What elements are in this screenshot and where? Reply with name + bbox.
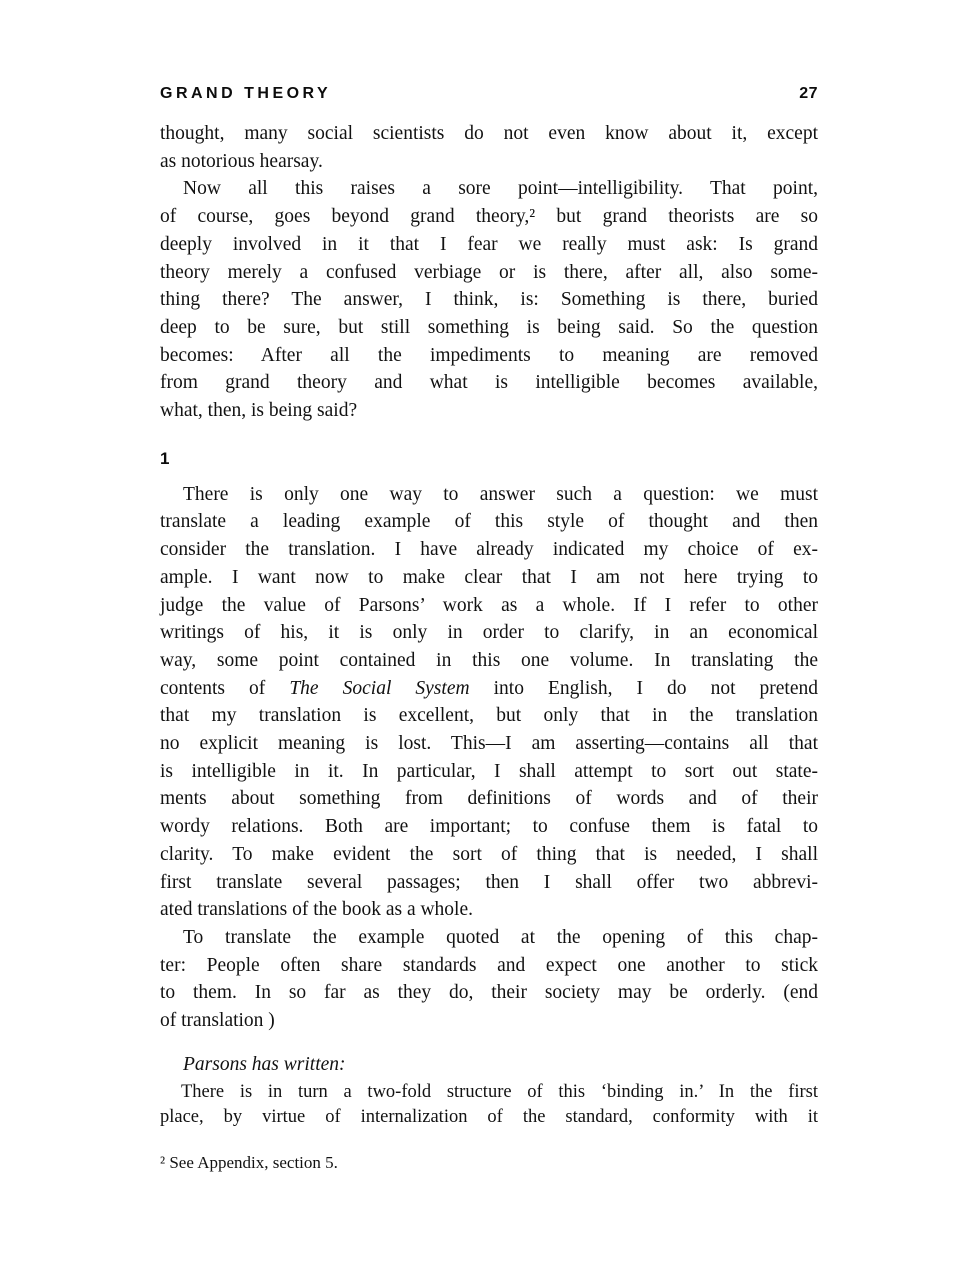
quote-line: place, by virtue of internalization of the standard, conformity with it — [160, 1107, 818, 1128]
paragraph-translation — [160, 481, 818, 924]
body-line: ated translations of the book as a whole. — [160, 899, 473, 921]
body-line: deeply involved in it that I fear we really must ask: Is grand — [160, 233, 818, 255]
body-line: thing there? The answer, I think, is: Something is there, buried — [160, 289, 818, 311]
body-line: from grand theory and what is intelligible becomes available, — [160, 372, 818, 394]
body-line: ments about something from definitions of words and of their — [160, 788, 818, 810]
body-line: thought, many social scientists do not even know about it, except — [160, 123, 818, 144]
line-segment: into English, I do not pretend — [469, 677, 819, 699]
body-line: no explicit meaning is lost. This—I am asserting—contains all that — [160, 733, 818, 755]
body-line: first translate several passages; then I shall offer two abbrevi- — [160, 871, 818, 893]
footnote: ² See Appendix, section 5. — [160, 1152, 338, 1172]
text-block — [160, 85, 818, 1174]
body-line: deep to be sure, but still something is being said. So the question — [160, 316, 818, 338]
page-number: 27 — [799, 85, 818, 102]
paragraph-intelligibility — [160, 175, 818, 424]
body-line: Now all this raises a sore point—intelligibility. That point, — [183, 178, 818, 200]
running-header — [160, 85, 818, 104]
quote-intro-italic: Parsons has written: — [183, 1053, 346, 1075]
body-line: To translate the example quoted at the opening of this chap- — [183, 926, 818, 948]
paragraph-continuation — [160, 120, 818, 175]
body-line: as notorious hearsay. — [160, 150, 323, 172]
body-line: becomes: After all the impediments to meaning are removed — [160, 344, 818, 366]
body-line: There is only one way to answer such a question: we must — [183, 483, 818, 505]
body-line: clarity. To make evident the sort of thing that is needed, I shall — [160, 843, 818, 865]
body-line-with-book-title — [160, 675, 818, 703]
body-line: wordy relations. Both are important; to confuse them is fatal to — [160, 816, 818, 838]
body-line: of course, goes beyond grand theory,² but grand theorists are so — [160, 206, 818, 228]
body-line: way, some point contained in this one volume. In translating the — [160, 649, 818, 671]
body-line: ter: People often share standards and expect one another to stick — [160, 954, 818, 976]
block-quote — [160, 1080, 818, 1131]
section-number: 1 — [160, 448, 170, 468]
body-line: consider the translation. I have already indicated my choice of ex- — [160, 539, 818, 561]
body-line: theory merely a confused verbiage or is there, after all, also some- — [160, 261, 818, 283]
body-line: translate a leading example of this style of thought and then — [160, 511, 818, 533]
body-line: writings of his, it is only in order to clarify, in an economical — [160, 622, 818, 644]
book-title-italic: The Social System — [289, 677, 470, 699]
body-line: judge the value of Parsons’ work as a whole. If I refer to other — [160, 594, 818, 616]
chapter-title: GRAND THEORY — [160, 85, 332, 102]
body-line: to them. In so far as they do, their society may be orderly. (end — [160, 982, 818, 1004]
body-line: is intelligible in it. In particular, I shall attempt to sort out state- — [160, 760, 818, 782]
body-line: what, then, is being said? — [160, 400, 358, 422]
body-line: ample. I want now to make clear that I am not here trying to — [160, 566, 818, 588]
body-line: that my translation is excellent, but only that in the translation — [160, 705, 818, 727]
body-line: of translation ) — [160, 1010, 275, 1032]
paragraph-example — [160, 924, 818, 1035]
quote-line: There is in turn a two-fold structure of this ‘binding in.’ In the first — [181, 1081, 818, 1102]
line-segment: contents of — [160, 677, 290, 699]
